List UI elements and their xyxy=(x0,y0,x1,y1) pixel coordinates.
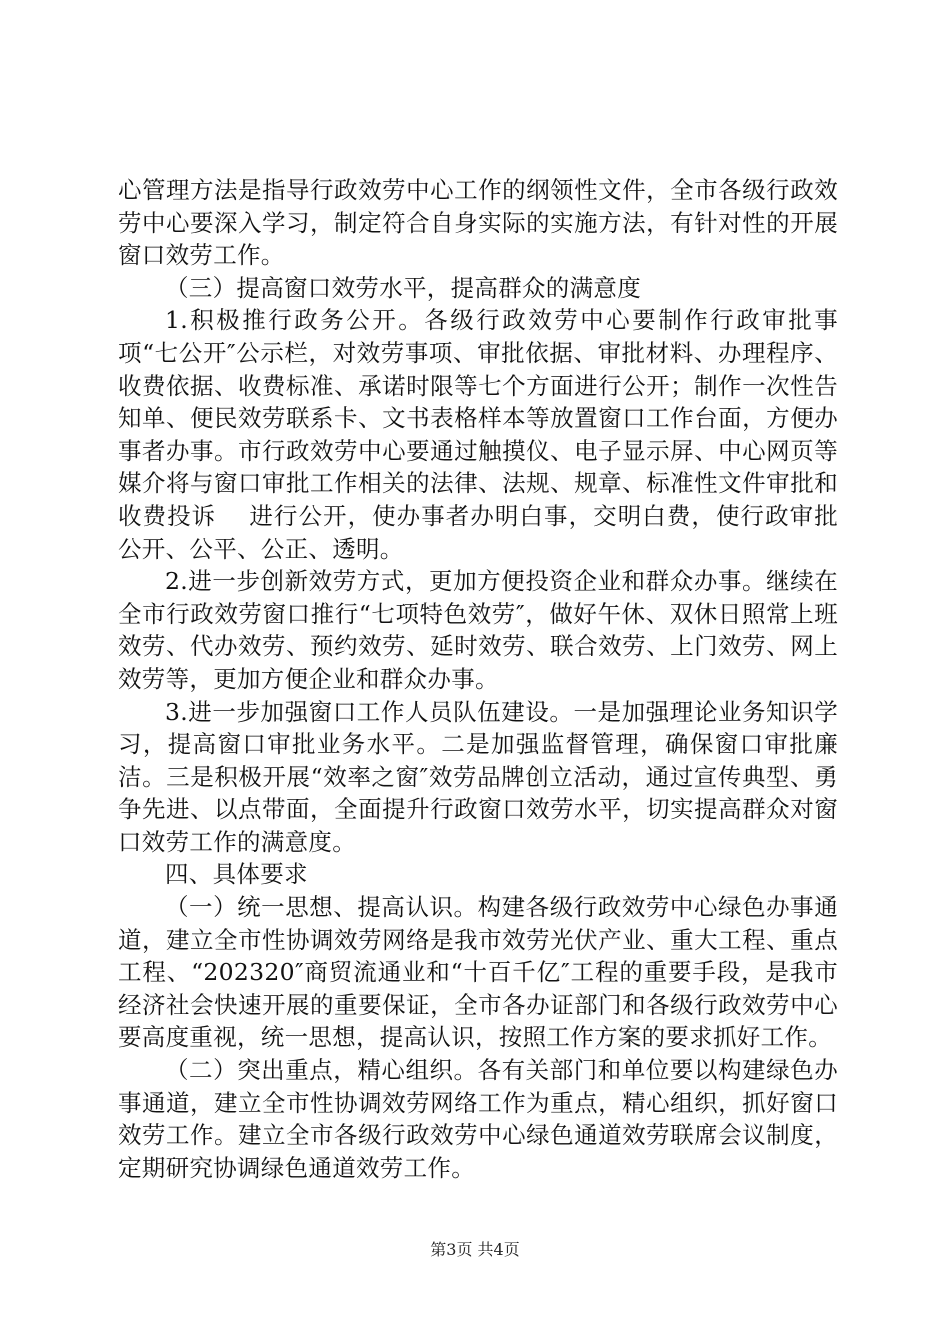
paragraph-item-3: 3.进一步加强窗口工作人员队伍建设。一是加强理论业务知识学习，提高窗口审批业务水平。二是加强监督管理，确保窗口审批廉洁。三是积极开展“效率之窗″效劳品牌创立活动，通过宣传典型、勇争先进、以点带面，全面提升行政窗口效劳水平，切实提高群众对窗口效劳工作的满意度。 xyxy=(118,697,838,856)
paragraph-item-2: 2.进一步创新效劳方式，更加方便投资企业和群众办事。继续在全市行政效劳窗口推行“七项特色效劳″，做好午休、双休日照常上班效劳、代办效劳、预约效劳、延时效劳、联合效劳、上门效劳、网上效劳等，更加方便企业和群众办事。 xyxy=(118,567,838,693)
page-number: 第3页 共4页 xyxy=(430,1240,520,1259)
section-heading-improve-service: （三）提高窗口效劳水平，提高群众的满意度 xyxy=(165,273,641,302)
document-body xyxy=(118,174,838,1184)
paragraph-continuation: 心管理方法是指导行政效劳中心工作的纲领性文件，全市各级行政效劳中心要深入学习，制定符合自身实际的实施方法，有针对性的开展窗口效劳工作。 xyxy=(118,176,838,270)
paragraph-item-1: 1.积极推行政务公开。各级行政效劳中心要制作行政审批事项“七公开″公示栏，对效劳事项、审批依据、审批材料、办理程序、收费依据、收费标准、承诺时限等七个方面进行公开；制作一次性告知单、便民效劳联系卡、文书表格样本等放置窗口工作台面，方便办事者办事。市行政效劳中心要通过触摸仪、电子显示屏、中心网页等媒介将与窗口审批工作相关的法律、法规、规章、标准性文件审批和收费投诉 进行公开，使办事者办明白事，交明白费，使行政审批公开、公平、公正、透明。 xyxy=(118,306,838,563)
section-heading-requirements: 四、具体要求 xyxy=(165,860,308,889)
paragraph-requirement-1: （一）统一思想、提高认识。构建各级行政效劳中心绿色办事通道，建立全市性协调效劳网络是我市效劳光伏产业、重大工程、重点工程、“202320″商贸流通业和“十百千亿″工程的重要手段，是我市经济社会快速开展的重要保证，全市各办证部门和各级行政效劳中心要高度重视，统一思想，提高认识，按照工作方案的要求抓好工作。 xyxy=(118,893,838,1052)
paragraph-requirement-2: （二）突出重点，精心组织。各有关部门和单位要以构建绿色办事通道，建立全市性协调效劳网络工作为重点，精心组织，抓好窗口效劳工作。建立全市各级行政效劳中心绿色通道效劳联席会议制度，定期研究协调绿色通道效劳工作。 xyxy=(118,1056,838,1182)
